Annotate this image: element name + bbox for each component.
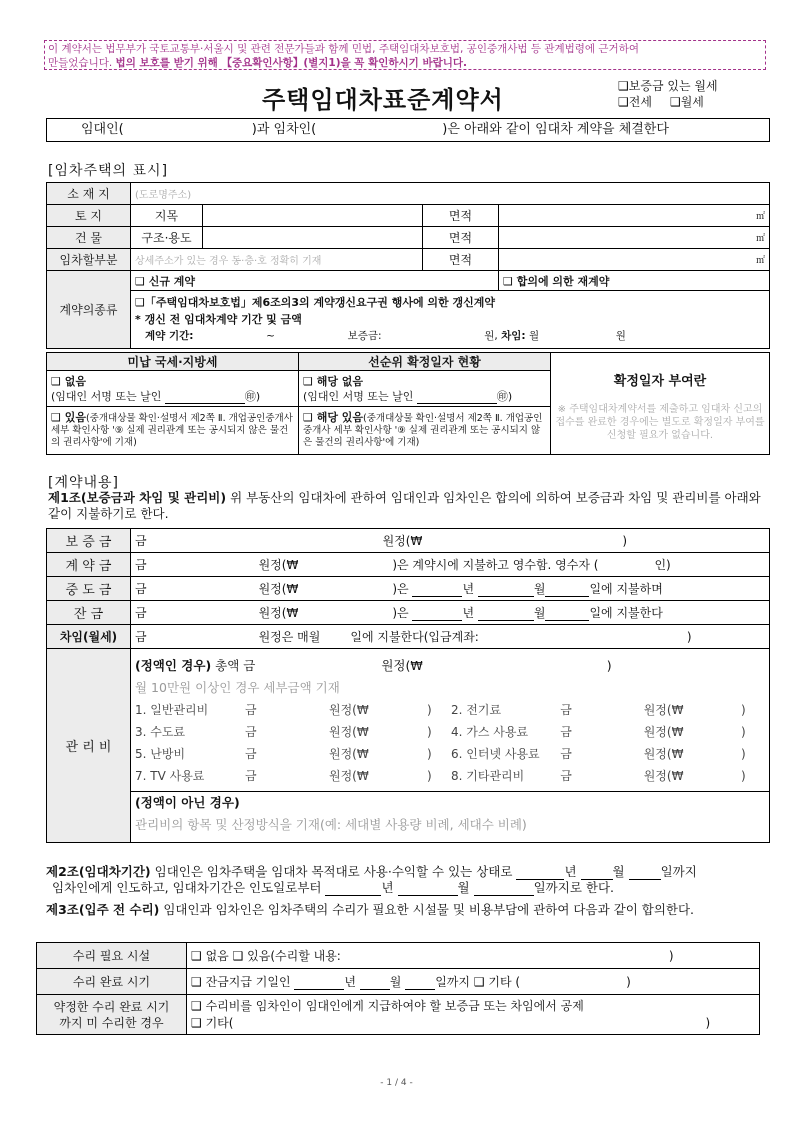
rent-label: 차임(월세)	[47, 625, 131, 649]
fixed-date-title: 확정일자 부여란	[613, 373, 707, 389]
rent-text: 원정은 매월	[258, 630, 321, 644]
mgmt-item[interactable]	[135, 721, 451, 743]
repair-fail-label1: 약정한 수리 완료 시기	[53, 999, 170, 1014]
repair-fail-close: )	[705, 1015, 711, 1030]
repair-table	[36, 942, 760, 1035]
mgmt-item[interactable]	[135, 699, 451, 721]
mgmt-item-won: 원정(₩	[643, 769, 684, 783]
mgmt-fixed-head: (정액인 경우)	[135, 658, 212, 673]
unpaid-none-checkbox[interactable]: ❑ 없음	[51, 374, 86, 388]
middle-geum: 금	[135, 582, 147, 596]
repair-other[interactable]: ❑ 기타 (	[473, 975, 521, 989]
clause2-b: 임차인에게 인도하고, 임대차기간은 인도일로부터	[52, 880, 322, 895]
prev-won: 원,	[484, 330, 498, 342]
middle-year: 년	[462, 582, 475, 596]
unit-sqm: ㎡	[755, 234, 765, 244]
clause2-end: 일까지로 한다.	[533, 880, 614, 895]
mgmt-item-name: 5. 난방비	[135, 747, 186, 761]
mgmt-item-name: 1. 일반관리비	[135, 703, 209, 717]
section-property-title: [임차주택의 표시]	[48, 163, 169, 179]
rented-area-field[interactable]	[499, 249, 770, 271]
prev-period-label: 계약 기간:	[145, 330, 194, 342]
repair-fail-opt1[interactable]: ❑ 수리비를 임차인이 임대인에게 지급하여야 할 보증금 또는 차임에서 공제	[191, 998, 584, 1013]
repair-fail-label2: 까지 미 수리한 경우	[59, 1015, 164, 1030]
mgmt-item-won: 원정(₩	[329, 725, 369, 739]
mgmt-item-geum: 금	[245, 725, 257, 739]
tax-table	[46, 352, 770, 455]
rent-day: 일에 지불한다(입금계좌:	[350, 630, 479, 644]
option-jeonse[interactable]: ❑전세	[618, 95, 652, 109]
down-end: 인)	[654, 558, 671, 572]
balance-eun: )은	[392, 606, 409, 620]
mgmt-item-name: 4. 가스 사용료	[451, 725, 529, 739]
middle-payment-label: 중 도 금	[47, 577, 131, 601]
kind-new-option[interactable]: ❑ 신규 계약	[131, 271, 499, 291]
rented-part-field[interactable]: 상세주소가 있는 경우 동·층·호 정확히 기재	[131, 249, 423, 271]
repair-fail-field	[187, 995, 760, 1035]
rented-part-label: 임차할부분	[47, 249, 131, 271]
clause2-year: 년	[564, 864, 577, 879]
mgmt-item[interactable]	[451, 721, 751, 743]
notice-line2a: 만들었습니다.	[48, 57, 116, 69]
mgmt-item-geum: 금	[560, 703, 572, 717]
mgmt-item-name: 2. 전기료	[451, 703, 502, 717]
unpaid-yes-detail: (중개대상물 확인·설명서 제2쪽 Ⅱ. 개업공인중개사 세부 확인사항 '⑨ 실제 권리관계 또는 공시되지 않은 물건의 권리사항'에 기재)	[51, 413, 293, 448]
mgmt-item[interactable]	[135, 743, 451, 765]
prev-tilde: ~	[266, 330, 275, 342]
building-area-label: 면적	[423, 227, 499, 249]
page-number: - 1 / 4 -	[380, 1078, 413, 1088]
mgmt-item-close: )	[427, 747, 432, 761]
mgmt-item-close: )	[741, 725, 746, 739]
property-table	[46, 182, 770, 349]
mgmt-hint1: 월 10만원 이상인 경우 세부금액 기재	[135, 680, 340, 695]
rent-close: )	[686, 630, 692, 644]
option-deposit-monthly[interactable]: ❑보증금 있는 월세	[618, 79, 718, 93]
mgmt-item-name: 7. TV 사용료	[135, 769, 205, 783]
mgmt-total-close: )	[606, 658, 612, 673]
mgmt-items	[135, 699, 765, 787]
middle-month: 월	[533, 582, 546, 596]
unpaid-yes-cell	[47, 407, 299, 455]
land-type-field[interactable]	[203, 205, 423, 227]
building-structure-field[interactable]	[203, 227, 423, 249]
mgmt-item[interactable]	[451, 765, 751, 787]
balance-geum: 금	[135, 606, 147, 620]
repair-month: 월	[389, 975, 402, 989]
repair-fail-label	[37, 995, 187, 1035]
prev-rent-label: 차임:	[501, 330, 526, 342]
section-contract-title: [계약내용]	[48, 475, 120, 491]
mgmt-fee-cell	[131, 649, 770, 843]
rented-area-label: 면적	[423, 249, 499, 271]
mgmt-item-won: 원정(₩	[643, 703, 684, 717]
balance-month: 월	[533, 606, 546, 620]
repair-done-label: 수리 완료 시기	[37, 969, 187, 995]
middle-payment-field[interactable]	[131, 577, 770, 601]
down-payment-label: 계 약 금	[47, 553, 131, 577]
deposit-label: 보 증 금	[47, 529, 131, 553]
mgmt-hint2: 관리비의 항목 및 산정방식을 기재(예: 세대별 사용량 비례, 세대수 비례)	[135, 817, 527, 832]
repair-need-field[interactable]	[187, 943, 760, 969]
mgmt-item[interactable]	[135, 765, 451, 787]
land-area-field[interactable]	[499, 205, 770, 227]
mgmt-item-won: 원정(₩	[329, 703, 369, 717]
balance-won: 원정(₩	[258, 606, 299, 620]
down-payment-field[interactable]	[131, 553, 770, 577]
mgmt-item-close: )	[427, 703, 432, 717]
mgmt-total: 총액 금	[211, 658, 256, 673]
clause2	[46, 864, 770, 896]
land-area-label: 면적	[423, 205, 499, 227]
clause2-a: 임대인은 임차주택을 임대차 목적대로 사용·수익할 수 있는 상태로	[150, 864, 513, 879]
middle-day: 일에 지불하며	[589, 582, 663, 596]
clause3-body: 임대인과 임차인은 임차주택의 수리가 필요한 시설물 및 비용부담에 관하여 다음과 같이 합의한다.	[159, 902, 695, 917]
location-field[interactable]: (도로명주소)	[131, 183, 770, 205]
priority-none-checkbox[interactable]: ❑ 해당 없음	[303, 374, 364, 388]
clause3	[46, 902, 762, 918]
clause2-head: 제2조(임대차기간)	[46, 864, 151, 879]
repair-fail-opt2[interactable]: ❑ 기타(	[191, 1015, 234, 1030]
mgmt-item-name: 8. 기타관리비	[451, 769, 525, 783]
clause2-month: 월	[612, 864, 625, 879]
building-label: 건 물	[47, 227, 131, 249]
mgmt-total-won: 원정(₩	[381, 658, 423, 673]
unpaid-sign-label: (임대인 서명 또는 날인	[51, 389, 162, 403]
mgmt-item-won: 원정(₩	[329, 747, 369, 761]
notice-line2b: 법의 보호를 받기 위해 【중요확인사항】(별지1)을 꼭 확인하시기 바랍니다.	[115, 57, 468, 69]
unpaid-tax-title: 미납 국세·지방세	[47, 353, 299, 371]
mgmt-nonfixed-head: (정액이 아닌 경우)	[135, 795, 240, 810]
kind-claim-option	[131, 291, 770, 349]
payment-table	[46, 528, 770, 843]
clause1-head: 제1조(보증금과 차임 및 관리비)	[48, 490, 227, 505]
mgmt-item-geum: 금	[560, 725, 572, 739]
mgmt-item-close: )	[427, 769, 432, 783]
deposit-won: 원정(₩	[382, 534, 423, 548]
unpaid-seal: ㊞)	[244, 389, 261, 403]
balance-field[interactable]	[131, 601, 770, 625]
clause2-year2: 년	[381, 880, 394, 895]
building-area-field[interactable]	[499, 227, 770, 249]
clause1	[48, 490, 768, 522]
balance-day: 일에 지불한다	[589, 606, 663, 620]
down-won: 원정(₩	[258, 558, 299, 572]
contract-type-options	[618, 78, 722, 110]
intro-landlord: 임대인(	[81, 122, 124, 137]
prev-won2: 원	[615, 330, 626, 342]
unit-sqm: ㎡	[755, 256, 765, 266]
mgmt-item-won: 원정(₩	[643, 747, 684, 761]
legal-notice	[44, 40, 766, 70]
repair-other-close: )	[626, 975, 631, 989]
mgmt-item-geum: 금	[560, 769, 572, 783]
mgmt-item-won: 원정(₩	[329, 769, 369, 783]
fixed-date-note: ※ 주택임대차계약서를 제출하고 임대차 신고의 접수를 완료한 경우에는 별도로 확정일자 부여를 신청할 필요가 없습니다.	[555, 403, 765, 441]
contract-kind-label: 계약의종류	[47, 271, 131, 349]
building-structure-label: 구조·용도	[131, 227, 203, 249]
mgmt-item-geum: 금	[245, 747, 257, 761]
unpaid-none-cell	[47, 371, 299, 407]
unpaid-yes-checkbox[interactable]: ❑ 있음	[51, 411, 86, 424]
middle-eun: )은	[392, 582, 409, 596]
mgmt-item-name: 3. 수도료	[135, 725, 186, 739]
priority-seal: ㊞)	[496, 389, 513, 403]
option-monthly[interactable]: ❑월세	[669, 95, 704, 109]
land-label: 토 지	[47, 205, 131, 227]
kind-claim-checkbox[interactable]: ❑「주택임대차보호법」제6조의3의 계약갱신요구권 행사에 의한 갱신계약	[135, 296, 496, 309]
rent-field[interactable]	[131, 625, 770, 649]
prev-monthly: 월	[528, 330, 540, 342]
fixed-date-box	[551, 353, 770, 455]
repair-done-field[interactable]	[187, 969, 760, 995]
deposit-field[interactable]	[131, 529, 770, 553]
clause2-month2: 월	[457, 880, 470, 895]
repair-need-label: 수리 필요 시설	[37, 943, 187, 969]
clause1-body: 위 부동산의 임대차에 관하여 임대인과 임차인은 합의에 의하여 보증금과 차임 및 관리비를 아래와 같이 지불하기로 한다.	[48, 490, 761, 521]
down-geum: 금	[135, 558, 147, 572]
rent-geum: 금	[135, 630, 147, 644]
priority-yes-cell	[299, 407, 551, 455]
prev-deposit-label: 보증금:	[347, 330, 382, 342]
land-type-label: 지목	[131, 205, 203, 227]
repair-done-text: ❑ 잔금지급 기일인	[191, 975, 291, 989]
contract-intro	[46, 118, 770, 142]
deposit-geum: 금	[135, 534, 147, 548]
priority-date-title: 선순위 확정일자 현황	[299, 353, 551, 371]
intro-tail: )은 아래와 같이 임대차 계약을 체결한다	[442, 122, 669, 137]
intro-tenant: )과 임차인(	[251, 122, 317, 137]
prev-contract-title: * 갱신 전 임대차계약 기간 및 금액	[135, 313, 302, 326]
mgmt-fee-label: 관 리 비	[47, 649, 131, 843]
mgmt-item-name: 6. 인터넷 사용료	[451, 747, 540, 761]
mgmt-item-won: 원정(₩	[643, 725, 684, 739]
repair-need-close: )	[668, 949, 674, 963]
mgmt-item-close: )	[741, 703, 746, 717]
mgmt-item[interactable]	[451, 743, 751, 765]
mgmt-item-close: )	[741, 747, 746, 761]
mgmt-item-close: )	[741, 769, 746, 783]
middle-won: 원정(₩	[258, 582, 299, 596]
priority-sign-label: (임대인 서명 또는 날인	[303, 389, 414, 403]
notice-line1: 이 계약서는 법무부가 국토교통부·서울시 및 관련 전문가들과 함께 민법, 주택임대차보호법, 공인중개사법 등 관계법령에 근거하여	[48, 43, 639, 55]
clause2-day: 일까지	[660, 864, 697, 879]
unit-sqm: ㎡	[755, 212, 765, 222]
down-text: )은 계약시에 지불하고 영수함. 영수자 (	[392, 558, 599, 572]
priority-yes-checkbox[interactable]: ❑ 해당 있음	[303, 411, 364, 424]
mgmt-item-close: )	[427, 725, 432, 739]
priority-none-cell	[299, 371, 551, 407]
mgmt-item-geum: 금	[245, 769, 257, 783]
location-label: 소 재 지	[47, 183, 131, 205]
deposit-close: )	[622, 534, 628, 548]
clause3-head: 제3조(입주 전 수리)	[46, 902, 160, 917]
document-title: 주택임대차표준계약서	[262, 86, 504, 114]
repair-need-text: ❑ 없음 ❑ 있음(수리할 내용:	[191, 949, 341, 963]
mgmt-item[interactable]	[451, 699, 751, 721]
mgmt-item-geum: 금	[560, 747, 572, 761]
kind-renew-option[interactable]: ❑ 합의에 의한 재계약	[499, 271, 770, 291]
mgmt-item-geum: 금	[245, 703, 257, 717]
priority-yes-detail: (중개대상물 확인·설명서 제2쪽 Ⅱ. 개업공인중개사 세부 확인사항 '⑨ 실제 권리관계 또는 공시되지 않은 물건의 권리사항'에 기재)	[303, 413, 543, 448]
balance-label: 잔 금	[47, 601, 131, 625]
repair-day: 일까지	[435, 975, 470, 989]
balance-year: 년	[462, 606, 475, 620]
repair-year: 년	[344, 975, 356, 989]
